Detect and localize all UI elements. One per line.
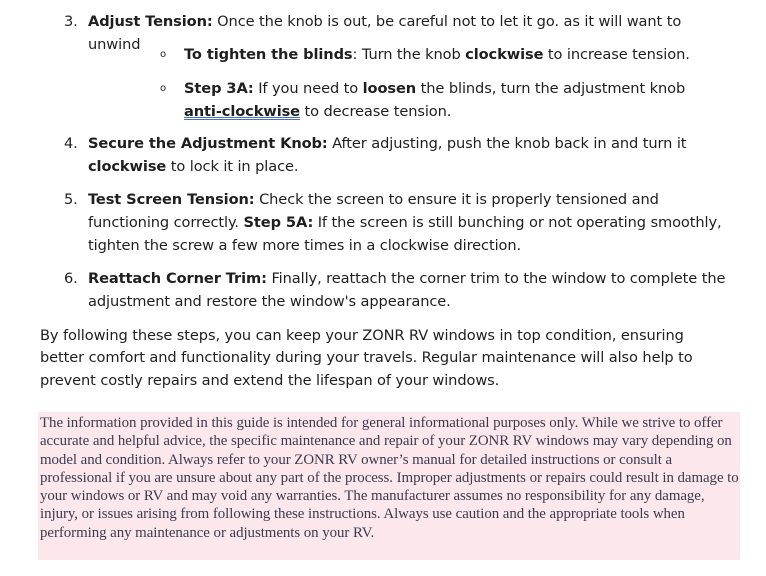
disclaimer-box bbox=[38, 412, 740, 560]
sub-text: : Turn the knob bbox=[352, 46, 466, 63]
step-bold: Step 5A: bbox=[243, 213, 314, 231]
conclusion-paragraph: By following these steps, you can keep your ZONR RV windows in top condition, ensuring better comfort and functionality during your travels. Regular maintenance will also help to prevent costly repairs and extend the lifespan of your windows. bbox=[40, 327, 693, 389]
sub-bullet-tighten bbox=[160, 44, 704, 67]
step-title: Secure the Adjustment Knob: bbox=[88, 135, 328, 152]
step-title: Reattach Corner Trim: bbox=[88, 270, 267, 287]
sub-text: to decrease tension. bbox=[299, 102, 452, 120]
step-title: Test Screen Tension: bbox=[88, 191, 255, 208]
step-text: Once the knob is out, be careful not to let it go. as it will want to unwind bbox=[88, 13, 682, 53]
step-number: 5. bbox=[64, 191, 78, 208]
step-number: 4. bbox=[64, 135, 78, 152]
sub-text: to increase tension. bbox=[543, 46, 690, 63]
step-title: Adjust Tension: bbox=[88, 13, 213, 30]
sub-bullet-step-3a bbox=[160, 78, 704, 124]
sub-text: If you need to bbox=[253, 80, 363, 97]
sub-title: Step 3A: bbox=[184, 80, 254, 97]
step-bold: clockwise bbox=[88, 157, 167, 175]
bullet-marker: o bbox=[160, 83, 167, 94]
step-text: Finally, reattach the corner trim to the window to complete the adjustment and restore the window's appearance. bbox=[88, 270, 726, 310]
step-text: Check the screen to ensure it is properly tensioned and functioning correctly. bbox=[88, 191, 659, 231]
step-6 bbox=[64, 268, 738, 314]
step-4 bbox=[64, 133, 738, 179]
sub-bold: clockwise bbox=[465, 46, 544, 63]
step-5 bbox=[64, 189, 738, 257]
bullet-marker: o bbox=[160, 49, 167, 60]
step-text: to lock it in place. bbox=[166, 157, 299, 175]
underlined-word: anti-clockwise bbox=[184, 102, 300, 120]
sub-title: To tighten the blinds bbox=[184, 46, 353, 63]
sub-bold: loosen bbox=[362, 80, 417, 97]
step-text: If the screen is still bunching or not operating smoothly, tighten the screw a few more times in a clockwise direction. bbox=[88, 213, 722, 254]
sub-text: the blinds, turn the adjustment knob bbox=[416, 80, 686, 97]
disclaimer-text: The information provided in this guide is intended for general informational purposes only. While we strive to offer accurate and helpful advice, the specific maintenance and repair of your ZONR RV windows may vary depending on model and condition. Always refer to your ZONR RV owner’s manual for detailed instructions or consult a professional if you are unsure about any part of the process. Improper adjustments or repairs could result in damage to your windows or RV and may void any warranties. The manufacturer assumes no responsibility for any damage, injury, or issues arising from following these instructions. Always use caution and the appropriate tools when performing any maintenance or adjustments on your RV. bbox=[40, 415, 739, 541]
step-number: 6. bbox=[64, 270, 78, 287]
step-number: 3. bbox=[64, 13, 78, 30]
step-text: After adjusting, push the knob back in and turn it bbox=[327, 135, 687, 152]
